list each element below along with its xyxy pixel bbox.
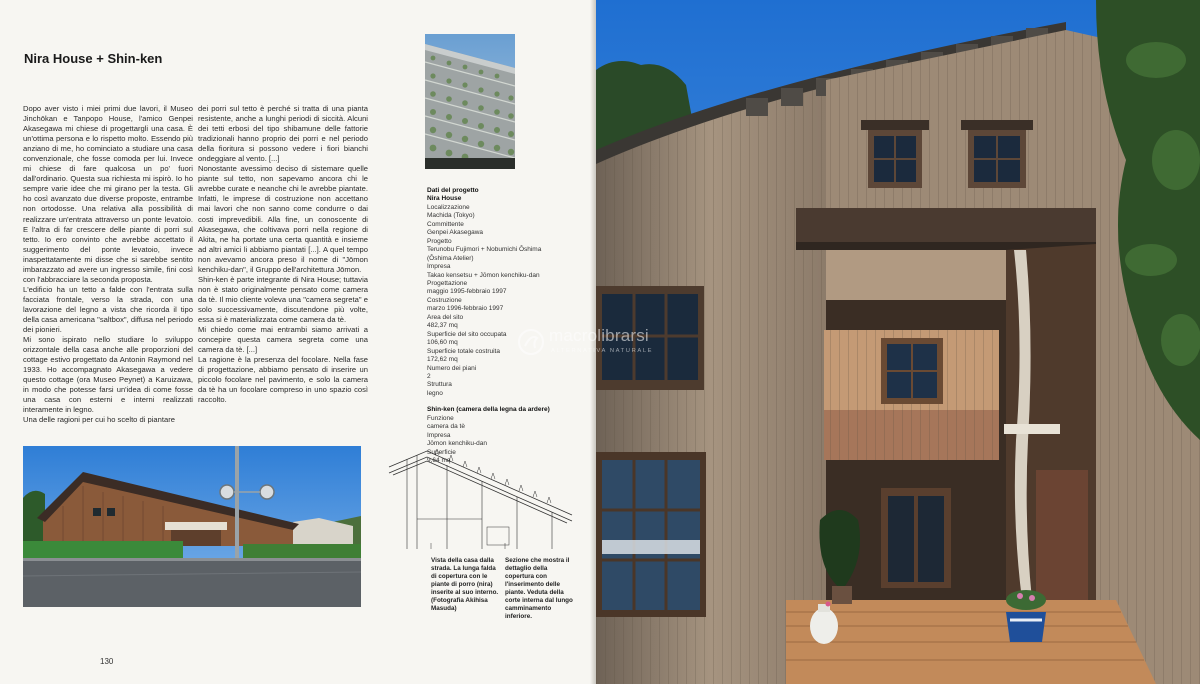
paragraph: Nonostante avessimo deciso di sistemare quelle piante sul tetto, non sapevamo ancora chi le avrebbe curate e neanche chi le avrebbe piantate. Infatti, le imprese di costruzione non accettano mai lavori che non sanno come condurre o dai costi imprevedibili. Alla fine, un conoscente di Akasegawa, che coltivava porri nella regione di Akita, ne ha portate una certa quantità e insieme ad altri amici li abbiamo piantati [...]. A quel tempo non avevamo ancora preso il nome di "Jōmon kenchiku-dan", il Gruppo dell'architettura Jōmon.: [198, 164, 368, 274]
project-data-label: Superficie: [427, 448, 456, 456]
project-data-value: camera da tè: [427, 423, 465, 431]
project-data-value: 106,60 mq: [427, 339, 458, 347]
project-data-label: Superficie del sito occupata: [427, 330, 507, 338]
paragraph: Dopo aver visto i miei primi due lavori, il Museo Jinchōkan e Tanpopo House, l'amico Genpei Akasegawa mi chiese di progettargli una casa. È un'ottima persona e lo rispetto molto. Essendo più anziano di me, ho cominciato a studiare una casa convenzionale, che fosse comoda per lui. Invece mi chiese di fare qualcosa un po' fuori dall'ordinario. Questa sua richiesta mi ispirò. Io ho sempre varie idee che mi girano per la testa. Gli ho così avanzato due diverse proposte, entrambe non ortodosse. Una relativa alla possibilità di realizzare un'entrata attraverso un ponte levatoio. E l'altra di far crescere delle piante di porri sul tetto. Io ero convinto che avrebbe accettato il suggerimento del ponte levatoio, invece inaspettatamente mi disse che si sarebbe sentito imbarazzato ad avere un ingresso simile, fini così con l'abbracciare la seconda proposta.: [23, 104, 193, 284]
paragraph: Mi chiedo come mai entrambi siamo arrivati a concepire questa camera segreta come una camera da tè. [...]: [198, 325, 368, 355]
project-data-subheading: Nira House: [427, 195, 462, 203]
project-data-value: legno: [427, 389, 443, 397]
roof-leek-photo: [425, 34, 515, 169]
project-data-nira: [427, 195, 577, 398]
project-data-value: 9,64 mq: [427, 457, 451, 465]
body-column-1: [23, 104, 193, 426]
project-data-label: Struttura: [427, 381, 452, 389]
project-data-value: 482,37 mq: [427, 322, 458, 330]
roof-section-drawing: [387, 449, 577, 549]
left-page: [0, 0, 596, 684]
paragraph: La ragione è la presenza del focolare. Nella fase di progettazione, abbiamo pensato di inserire un piccolo focolare nel pavimento, e solo la camera da tè ha un focolare compreso in uno spazio così raccolto.: [198, 355, 368, 405]
macrolibrarsi-logo-icon: [517, 328, 545, 356]
paragraph: dei porri sul tetto è perché si tratta di una pianta resistente, anche a lunghi periodi di siccità. Alcuni dei tetti erbosi del tipo shibamune delle fattorie tradizionali hanno proprio dei porri e nel periodo della fioritura si possono vedere i fiori bianchi ondeggiare al vento. [...]: [198, 104, 368, 164]
project-data-value: maggio 1995-febbraio 1997: [427, 288, 507, 296]
project-data-value: Jōmon kenchiku-dan: [427, 440, 487, 448]
article-title: Nira House + Shin-ken: [24, 51, 163, 66]
paragraph: L'edificio ha un tetto a falde con l'entrata sulla facciata frontale, verso la strada, con una lavorazione del legno a vista che ricorda il tipo della casa americana "saltbox", diffusa nel periodo dei pionieri.: [23, 284, 193, 335]
project-data-value: marzo 1996-febbraio 1997: [427, 305, 504, 313]
project-data-label: Impresa: [427, 431, 451, 439]
caption-section: Sezione che mostra il dettaglio della copertura con l'inserimento delle piante. Veduta della corte interna dal lungo camminamento inferiore.: [505, 557, 573, 620]
project-data-value: Machida (Tokyo): [427, 212, 475, 220]
project-data-heading: Dati del progetto: [427, 187, 479, 194]
project-data-value: 2: [427, 372, 431, 380]
project-data-label: Superficie totale costruita: [427, 347, 500, 355]
watermark-name: macrolibrarsi: [549, 326, 649, 345]
project-data-value: Genpei Akasegawa: [427, 229, 484, 237]
body-column-2: [198, 104, 368, 405]
project-data-value: Takao kensetsu + Jōmon kenchiku-dan: [427, 271, 540, 279]
project-data-value: Terunobu Fujimori + Nobumichi Ōshima: [427, 246, 542, 254]
project-data-label: Progettazione: [427, 279, 468, 287]
watermark-tagline: ALTERNATIVA NATURALE: [551, 348, 654, 354]
project-data-value: 172,62 mq: [427, 356, 458, 364]
project-data-label: Progetto: [427, 237, 452, 245]
project-data-label: Committente: [427, 220, 464, 228]
project-data-label: Funzione: [427, 414, 454, 422]
page-number: 130: [100, 657, 114, 666]
project-data-subheading: Shin-ken (camera della legna da ardere): [427, 406, 550, 414]
project-data-value: (Ōshima Atelier): [427, 254, 474, 262]
project-data-label: Numero dei piani: [427, 364, 477, 372]
project-data-label: Impresa: [427, 263, 451, 271]
project-data-label: Costruzione: [427, 296, 462, 304]
caption-street-view: Vista della casa dalla strada. La lunga falda di copertura con le piante di porro (nira) inserite al suo interno. (Fotografia Akihisa Masuda): [431, 557, 499, 612]
macrolibrarsi-watermark: [517, 322, 717, 362]
project-data-label: Localizzazione: [427, 203, 470, 211]
project-data-label: Area del sito: [427, 313, 464, 321]
house-street-photo: [23, 446, 361, 607]
paragraph: Mi sono ispirato nello studiare lo sviluppo orizzontale della casa anche alle proporzioni del cottage estivo progettato da Antonin Raymond nel 1933. Ho accompagnato Akasegawa a vedere questo cottage (ora Museo Peynet) a Karuizawa, in modo che potesse farsi un'idea di come fosse una casa con esterni e interni realizzati interamente in legno.: [23, 335, 193, 415]
paragraph: Una delle ragioni per cui ho scelto di piantare: [23, 415, 175, 425]
paragraph: Shin-ken è parte integrante di Nira House; tuttavia non è stato originalmente pensato come camera da tè. Il mio cliente voleva una "camera segreta" e solo successivamente, discutendone più volte, essa si è materializzata come camera da tè.: [198, 274, 368, 324]
